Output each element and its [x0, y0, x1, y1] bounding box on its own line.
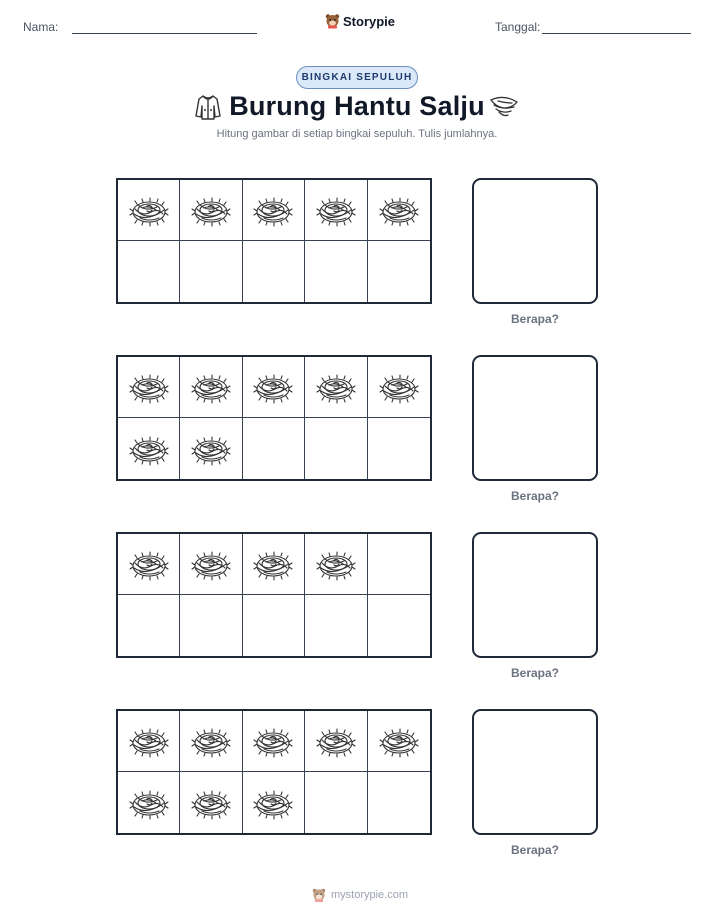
- category-badge: BINGKAI SEPULUH: [296, 66, 418, 89]
- date-label: Tanggal:: [495, 20, 541, 34]
- frame-cell-filled: [180, 534, 242, 595]
- frame-cell-filled: [180, 357, 242, 418]
- frame-cell-filled: [243, 711, 305, 772]
- bird-nest-icon: [191, 432, 231, 466]
- bird-nest-icon: [191, 786, 231, 820]
- frame-cell-filled: [243, 357, 305, 418]
- frame-cell-empty: [243, 418, 305, 479]
- bird-nest-icon: [253, 786, 293, 820]
- bird-nest-icon: [191, 724, 231, 758]
- bird-nest-icon: [253, 724, 293, 758]
- bird-nest-icon: [129, 370, 169, 404]
- name-line[interactable]: [72, 33, 257, 34]
- date-line[interactable]: [542, 33, 691, 34]
- frame-cell-empty: [118, 595, 180, 656]
- ten-frame-3: [116, 532, 432, 658]
- frame-cell-empty: [305, 772, 367, 833]
- footer: [312, 887, 408, 903]
- question-label-4: Berapa?: [510, 843, 560, 857]
- bird-nest-icon: [129, 724, 169, 758]
- name-label: Nama:: [23, 20, 59, 34]
- bird-nest-icon: [316, 547, 356, 581]
- frame-cell-filled: [305, 534, 367, 595]
- bird-nest-icon: [129, 432, 169, 466]
- frame-cell-empty: [243, 595, 305, 656]
- question-label-2: Berapa?: [510, 489, 560, 503]
- frame-cell-filled: [118, 357, 180, 418]
- answer-box-1[interactable]: [472, 178, 598, 304]
- footer-site: mystorypie.com: [331, 889, 409, 901]
- frame-cell-empty: [305, 595, 367, 656]
- frame-cell-empty: [118, 241, 180, 302]
- frame-cell-filled: [243, 772, 305, 833]
- frame-cell-empty: [368, 534, 430, 595]
- instructions: Hitung gambar di setiap bingkai sepuluh. Tulis jumlahnya.: [216, 128, 498, 140]
- frame-cell-filled: [243, 534, 305, 595]
- frame-cell-filled: [180, 180, 242, 241]
- bird-nest-icon: [316, 724, 356, 758]
- page-title: Burung Hantu Salju: [229, 91, 485, 121]
- brand-name: Storypie: [343, 13, 396, 29]
- ten-frame-2: [116, 355, 432, 481]
- frame-cell-empty: [180, 595, 242, 656]
- frame-cell-empty: [368, 418, 430, 479]
- bird-nest-icon: [253, 370, 293, 404]
- bird-nest-icon: [129, 547, 169, 581]
- question-label-3: Berapa?: [510, 666, 560, 680]
- frame-cell-filled: [118, 772, 180, 833]
- frame-cell-filled: [368, 357, 430, 418]
- frame-cell-empty: [368, 772, 430, 833]
- frame-cell-filled: [368, 711, 430, 772]
- wing-icon: [488, 92, 520, 122]
- answer-box-4[interactable]: [472, 709, 598, 835]
- brand-logo: [325, 13, 395, 29]
- bear-icon: [325, 13, 340, 29]
- bird-nest-icon: [379, 193, 419, 227]
- bird-nest-icon: [379, 370, 419, 404]
- bird-nest-icon: [191, 547, 231, 581]
- frame-cell-filled: [305, 180, 367, 241]
- bird-nest-icon: [379, 724, 419, 758]
- bird-nest-icon: [191, 370, 231, 404]
- frame-cell-filled: [305, 357, 367, 418]
- frame-cell-filled: [180, 772, 242, 833]
- bird-nest-icon: [191, 193, 231, 227]
- frame-cell-filled: [118, 534, 180, 595]
- bird-nest-icon: [316, 370, 356, 404]
- bird-nest-icon: [316, 193, 356, 227]
- frame-cell-empty: [368, 595, 430, 656]
- bird-nest-icon: [253, 547, 293, 581]
- ten-frame-4: [116, 709, 432, 835]
- frame-cell-empty: [243, 241, 305, 302]
- frame-cell-filled: [180, 418, 242, 479]
- frame-cell-empty: [180, 241, 242, 302]
- frame-cell-filled: [118, 418, 180, 479]
- question-label-1: Berapa?: [510, 312, 560, 326]
- frame-cell-filled: [118, 180, 180, 241]
- frame-cell-filled: [305, 711, 367, 772]
- frame-cell-empty: [368, 241, 430, 302]
- frame-cell-empty: [305, 418, 367, 479]
- frame-cell-empty: [305, 241, 367, 302]
- answer-box-2[interactable]: [472, 355, 598, 481]
- ten-frame-1: [116, 178, 432, 304]
- bird-nest-icon: [129, 193, 169, 227]
- bird-nest-icon: [253, 193, 293, 227]
- answer-box-3[interactable]: [472, 532, 598, 658]
- bear-icon: [312, 887, 326, 903]
- frame-cell-filled: [180, 711, 242, 772]
- frame-cell-filled: [368, 180, 430, 241]
- bird-nest-icon: [129, 786, 169, 820]
- frame-cell-filled: [243, 180, 305, 241]
- frame-cell-filled: [118, 711, 180, 772]
